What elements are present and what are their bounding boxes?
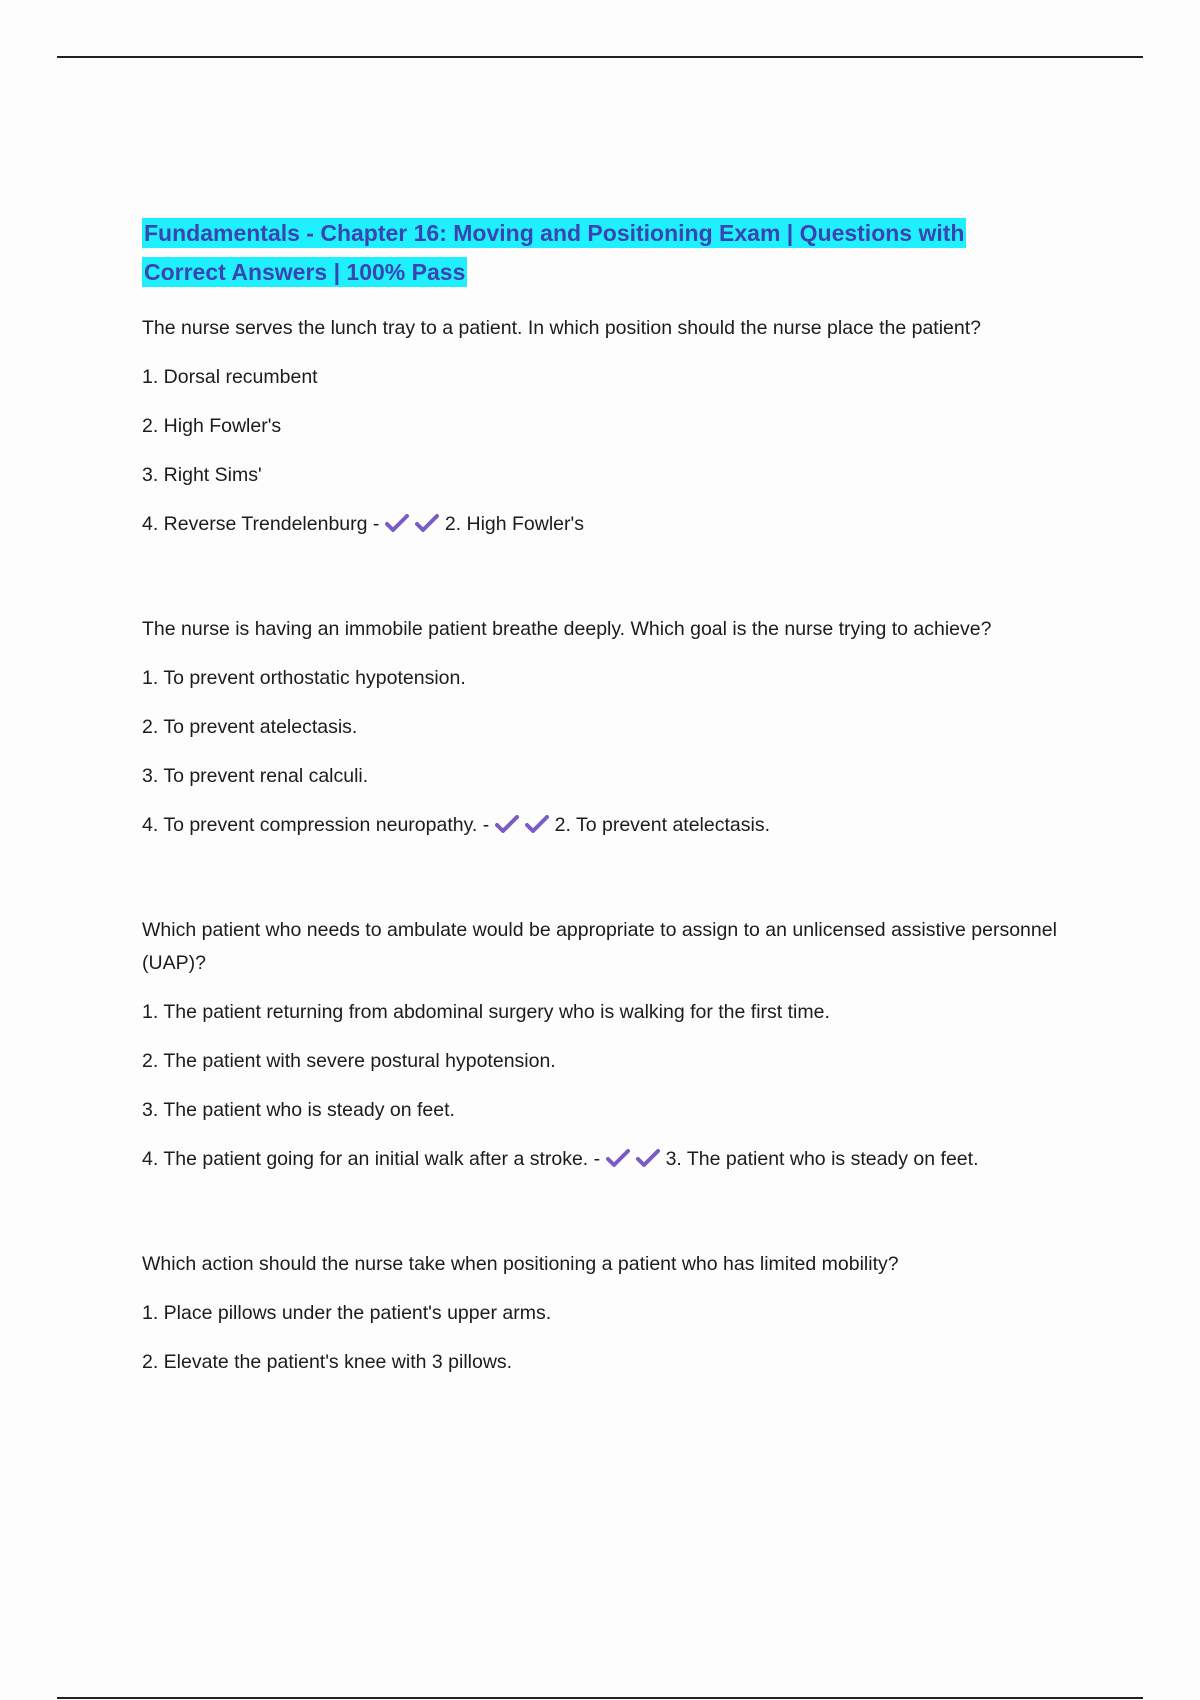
- question-text: The nurse serves the lunch tray to a patient. In which position should the nurse place the patient?: [142, 317, 982, 339]
- answer-option: 3. The patient who is steady on feet.: [142, 1099, 455, 1121]
- title-line-2: Correct Answers | 100% Pass: [144, 259, 466, 285]
- check-icon: [606, 1146, 632, 1166]
- document-body: [142, 214, 1062, 1451]
- answer-option-with-answer: [142, 809, 1062, 842]
- question-text: The nurse is having an immobile patient breathe deeply. Which goal is the nurse trying to achieve?: [142, 618, 992, 640]
- answer-option: 3. To prevent renal calculi.: [142, 765, 369, 787]
- check-icon: [636, 1146, 662, 1166]
- answer-option: 2. The patient with severe postural hypotension.: [142, 1050, 556, 1072]
- question-text: Which action should the nurse take when positioning a patient who has limited mobility?: [142, 1253, 899, 1275]
- answer-option: 3. Right Sims': [142, 464, 262, 486]
- question-block: [142, 1248, 1062, 1379]
- answer-option: 2. To prevent atelectasis.: [142, 716, 358, 738]
- answer-option-text: 4. The patient going for an initial walk after a stroke. -: [142, 1148, 606, 1170]
- title-line-1: Fundamentals - Chapter 16: Moving and Positioning Exam | Questions with: [144, 220, 965, 246]
- question-block: [142, 312, 1062, 541]
- top-rule: [57, 56, 1143, 58]
- check-icon: [385, 511, 411, 531]
- answer-option: 2. High Fowler's: [142, 415, 282, 437]
- answer-option-text: 4. To prevent compression neuropathy. -: [142, 814, 495, 836]
- question-text: Which patient who needs to ambulate would be appropriate to assign to an unlicensed assistive personnel (UAP)?: [142, 919, 1057, 974]
- answer-option: 1. Place pillows under the patient's upper arms.: [142, 1302, 552, 1324]
- answer-option: 1. To prevent orthostatic hypotension.: [142, 667, 466, 689]
- check-icon: [525, 812, 551, 832]
- check-icon: [495, 812, 521, 832]
- document-title: [142, 214, 1062, 292]
- question-block: [142, 613, 1062, 842]
- answer-option-with-answer: [142, 1143, 1062, 1176]
- correct-answer: 2. High Fowler's: [444, 513, 584, 535]
- answer-option: 1. Dorsal recumbent: [142, 366, 318, 388]
- question-block: [142, 914, 1062, 1176]
- correct-answer: 2. To prevent atelectasis.: [554, 814, 770, 836]
- bottom-rule: [57, 1697, 1143, 1699]
- check-icon: [415, 511, 441, 531]
- correct-answer: 3. The patient who is steady on feet.: [665, 1148, 979, 1170]
- answer-option-with-answer: [142, 508, 1062, 541]
- answer-option: 2. Elevate the patient's knee with 3 pillows.: [142, 1351, 513, 1373]
- answer-option: 1. The patient returning from abdominal surgery who is walking for the first time.: [142, 1001, 830, 1023]
- answer-option-text: 4. Reverse Trendelenburg -: [142, 513, 385, 535]
